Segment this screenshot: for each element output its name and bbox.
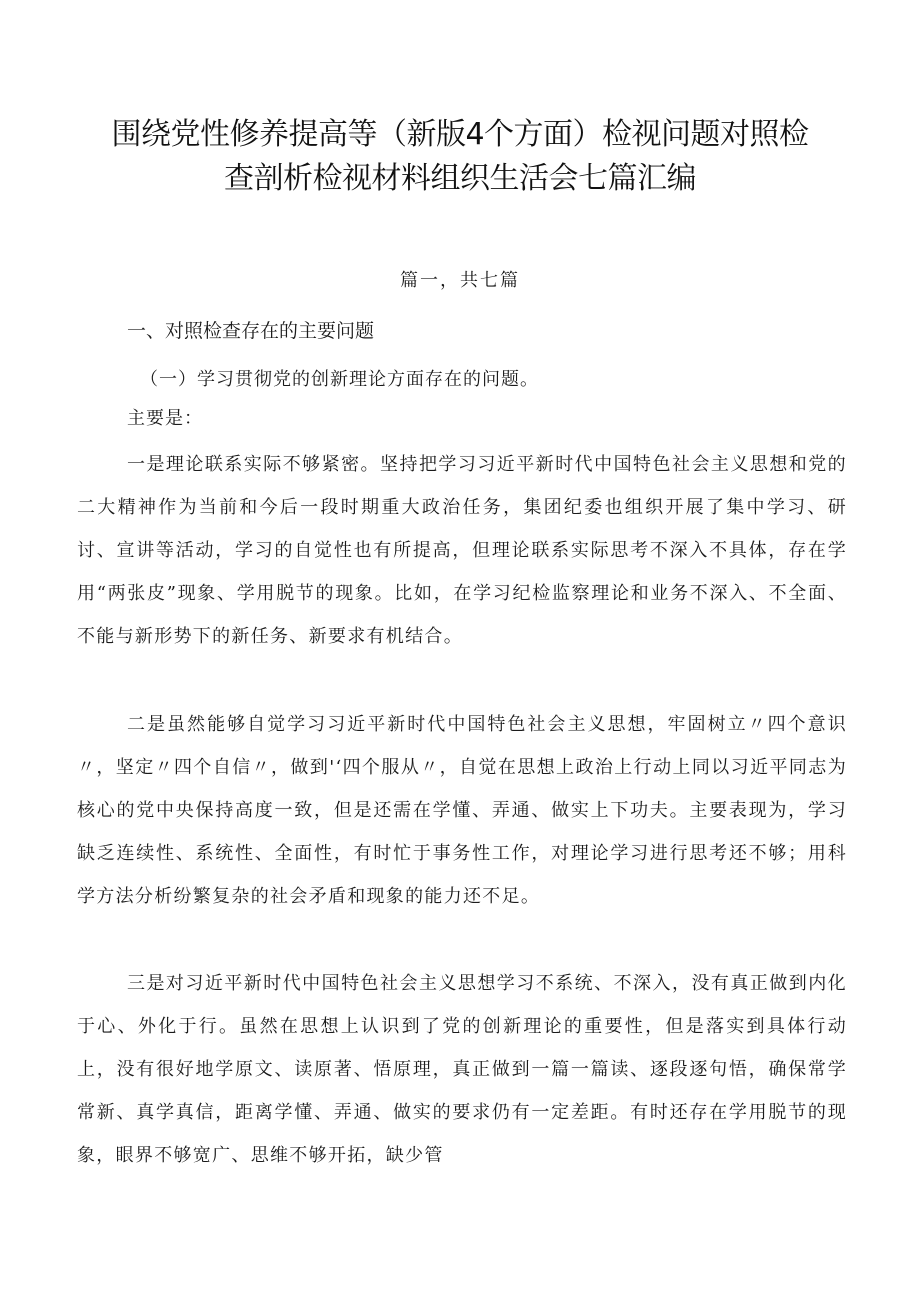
- document-title: [60, 113, 860, 201]
- part-label: 篇一，共七篇: [400, 270, 520, 291]
- paragraph-2: 二是虽然能够自觉学习习近平新时代中国特色社会主义思想，牢固树立〃四个意识〃，坚定〃四个自信〃，做到'‘四个服从〃，自觉在思想上政治上行动上同以习近平同志为核心的党中央保持高度一致，但是还需在学懂、弄通、做实上下功夫。主要表现为，学习缺乏连续性、系统性、全面性，有时忙于事务性工作，对理论学习进行思考还不够；用科学方法分析纷繁复杂的社会矛盾和现象的能力还不足。: [77, 714, 847, 907]
- document-title-line-1: 围绕党性修养提高等（新版4个方面）检视问题对照检: [111, 117, 809, 152]
- paragraph-1: 一是理论联系实际不够紧密。坚持把学习习近平新时代中国特色社会主义思想和党的二大精神作为当前和今后一段时期重大政治任务，集团纪委也组织开展了集中学习、研讨、宣讲等活动，学习的自觉性也有所提高，但理论联系实际思考不深入不具体，存在学用“两张皮”现象、学用脱节的现象。比如，在学习纪检监察理论和业务不深入、不全面、不能与新形势下的新任务、新要求有机结合。: [77, 454, 847, 647]
- section-heading: 一、对照检查存在的主要问题: [127, 320, 375, 342]
- paragraph-3: 三是对习近平新时代中国特色社会主义思想学习不系统、不深入，没有真正做到内化于心、外化于行。虽然在思想上认识到了党的创新理论的重要性，但是落实到具体行动上，没有很好地学原文、读原著、悟原理，真正做到一篇一篇读、逐段逐句悟，确保常学常新、真学真信，距离学懂、弄通、做实的要求仍有一定差距。有时还存在学用脱节的现象，眼界不够宽广、思维不够开拓，缺少管: [77, 973, 847, 1166]
- lead-label: 主要是：: [127, 408, 203, 429]
- subsection-heading: （一）学习贯彻党的创新理论方面存在的问题。: [140, 369, 539, 390]
- document-title-line-2: 查剖析检视材料组织生活会七篇汇编: [224, 161, 696, 196]
